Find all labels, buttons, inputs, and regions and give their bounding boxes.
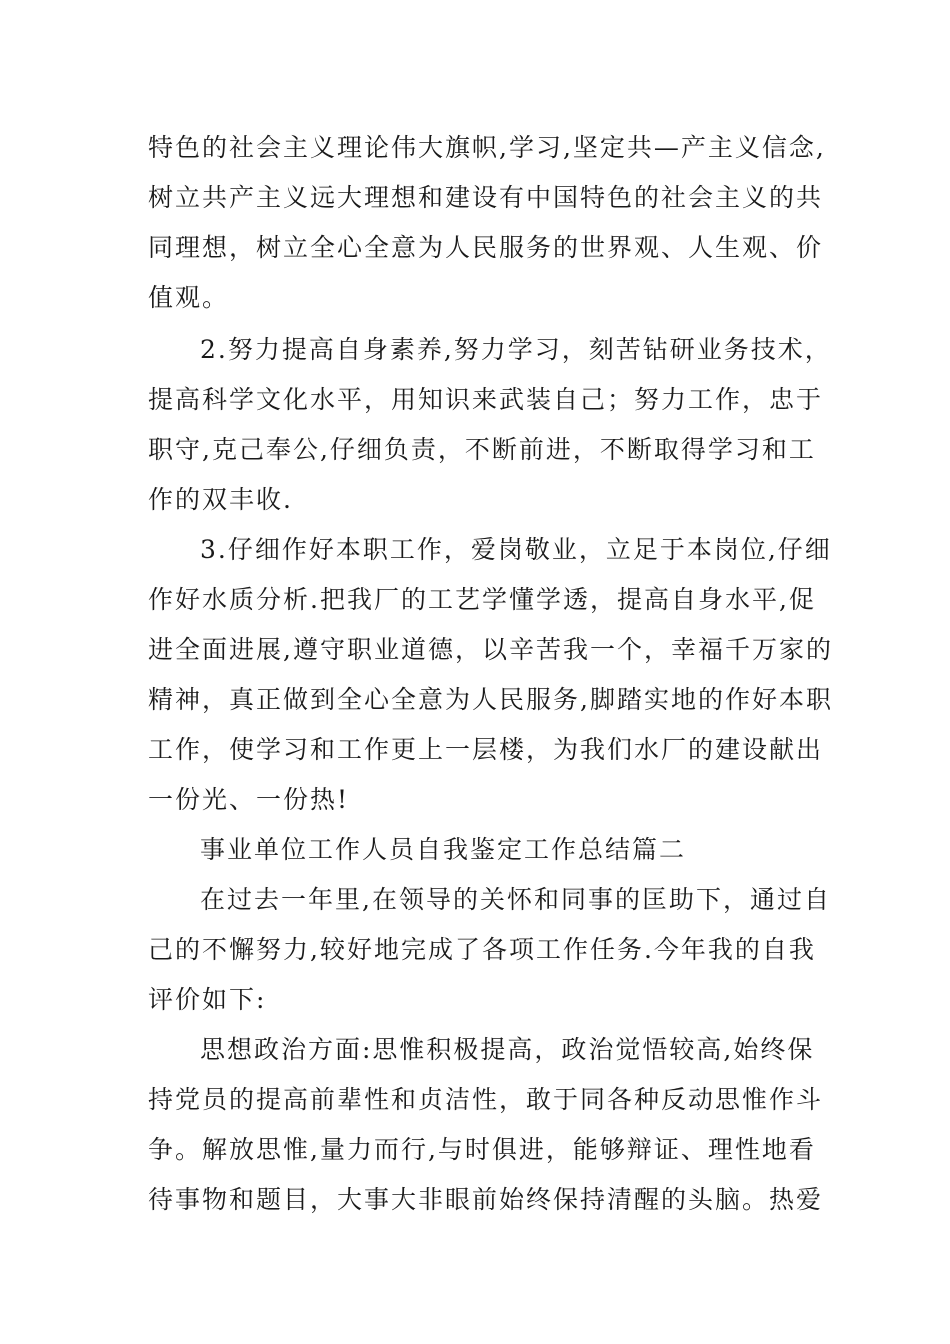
body-text-line: 持党员的提高前辈性和贞洁性，敢于同各种反动思惟作斗 [148, 1085, 824, 1114]
body-text-line: 树立共产主义远大理想和建设有中国特色的社会主义的共 [148, 183, 824, 212]
paragraph-start-line: 3.仔细作好本职工作，爱岗敬业，立足于本岗位,仔细 [200, 535, 832, 564]
paragraph-start-line: 思想政治方面:思惟积极提高，政治觉悟较高,始终保 [200, 1035, 815, 1064]
body-text-line: 职守,克己奉公,仔细负责，不断前进，不断取得学习和工 [148, 435, 816, 464]
body-text-line: 待事物和题目，大事大非眼前始终保持清醒的头脑。热爱 [148, 1185, 824, 1214]
body-text-line: 特色的社会主义理论伟大旗帜,学习,坚定共—产主义信念, [148, 133, 826, 162]
body-text-line: 评价如下: [148, 985, 267, 1014]
body-text-line: 作好水质分析.把我厂的工艺学懂学透，提高自身水平,促 [148, 585, 816, 614]
body-text-line: 同理想，树立全心全意为人民服务的世界观、人生观、价 [148, 233, 824, 262]
body-text-line: 作的双丰收. [148, 485, 293, 514]
body-text-line: 进全面进展,遵守职业道德，以辛苦我一个，幸福千万家的 [148, 635, 833, 664]
section-heading: 事业单位工作人员自我鉴定工作总结篇二 [200, 835, 687, 864]
body-text-line: 精神，真正做到全心全意为人民服务,脚踏实地的作好本职 [148, 685, 833, 714]
body-text-line: 值观。 [148, 283, 230, 312]
paragraph-start-line: 在过去一年里,在领导的关怀和同事的匡助下，通过自 [200, 885, 831, 914]
paragraph-start-line: 2.努力提高自身素养,努力学习，刻苦钻研业务技术， [200, 335, 832, 364]
body-text-line: 工作，使学习和工作更上一层楼，为我们水厂的建设献出 [148, 735, 824, 764]
body-text-line: 提高科学文化水平，用知识来武装自己；努力工作，忠于 [148, 385, 824, 414]
body-text-line: 己的不懈努力,较好地完成了各项工作任务.今年我的自我 [148, 935, 816, 964]
body-text-line: 一份光、一份热! [148, 785, 350, 814]
body-text-line: 争。解放思惟,量力而行,与时俱进，能够辩证、理性地看 [148, 1135, 816, 1164]
